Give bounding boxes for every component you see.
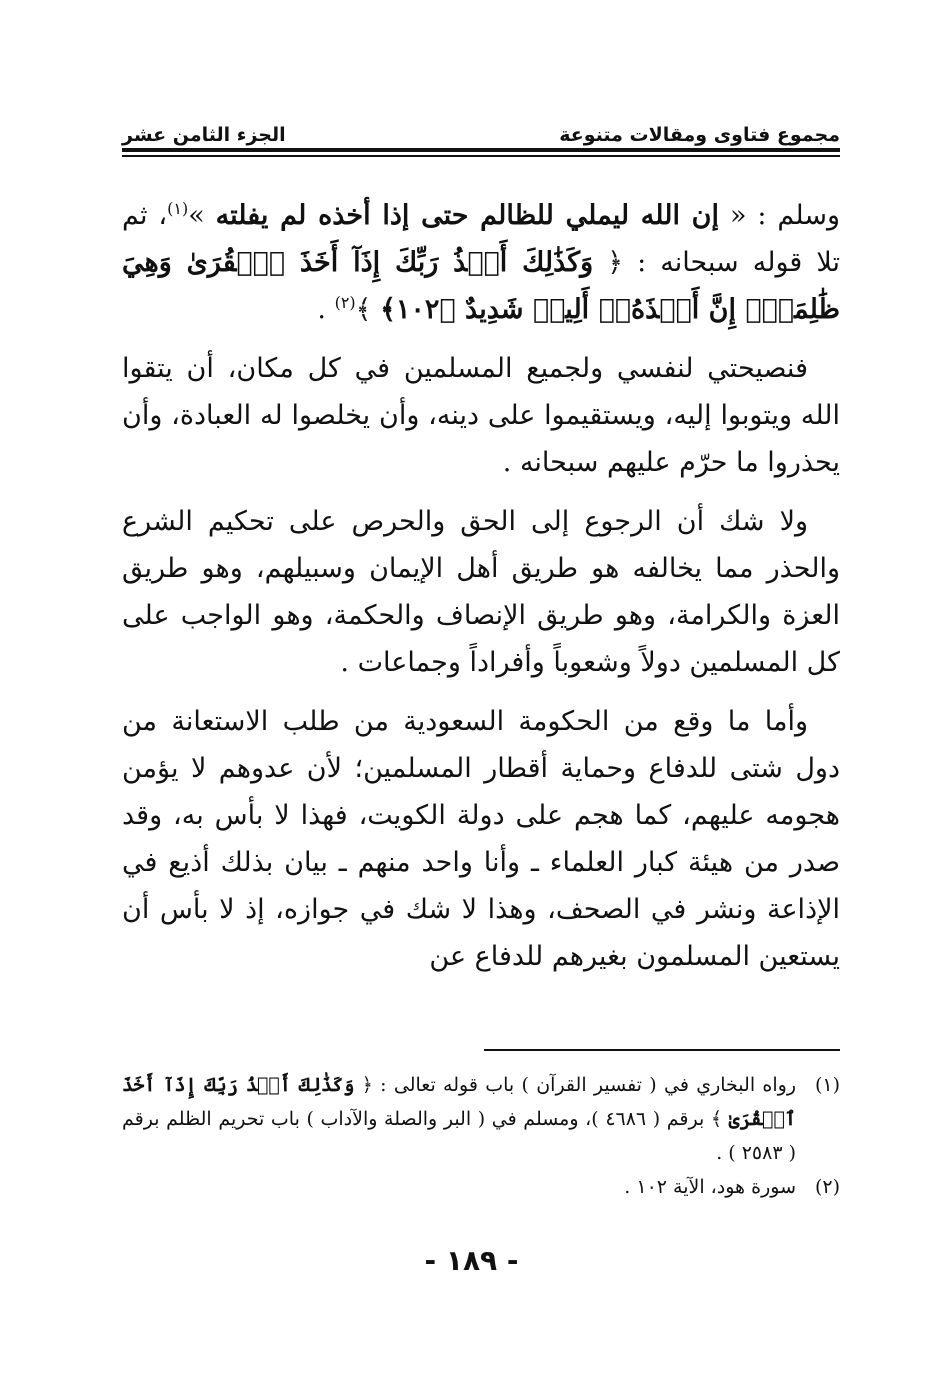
footnote-1-pre: رواه البخاري في ( تفسير القرآن ) باب قوله تعالى : ﴿ xyxy=(361,1074,796,1096)
paragraph-2: فنصيحتي لنفسي ولجميع المسلمين في كل مكان، أن يتقوا الله ويتوبوا إليه، ويستقيموا على دينه، وأن يخلصوا له العبادة، وأن يحذروا ما حرّم عليهم سبحانه . xyxy=(122,353,841,478)
hadith-quote: إن الله ليملي للظالم حتى إذا أخذه لم يفلته xyxy=(215,200,720,231)
footnotes xyxy=(122,1068,840,1204)
header-rule-thin xyxy=(122,155,840,157)
footnote-1 xyxy=(122,1068,840,1170)
p1-end: . xyxy=(317,294,335,325)
footnote-ref-1: (١) xyxy=(167,199,189,218)
footnote-number: (٢) xyxy=(814,1176,840,1198)
paragraph-4: وأما ما وقع من الحكومة السعودية من طلب الاستعانة من دول شتى للدفاع وحماية أقطار المسلمين؛ لأن عدوهم لا يؤمن هجومه عليهم، كما هجم على دولة الكويت، فهذا لا بأس به، وقد صدر من هيئة كبار العلماء ـ وأنا واحد منهم ـ بيان بذلك أذيع في الإذاعة ونشر في الصحف، وهذا لا شك في جوازه، إذ لا بأس أن يستعين المسلمون بغيرهم للدفاع عن xyxy=(122,706,840,972)
footnote-text: سورة هود، الآية ١٠٢ . xyxy=(624,1176,796,1198)
footnote-2 xyxy=(122,1170,840,1204)
hadith-close: » xyxy=(188,200,205,231)
p1-mid: ، ثم تلا قوله سبحانه : ﴿ xyxy=(122,200,840,278)
book-title: مجموع فتاوى ومقالات متنوعة xyxy=(559,124,840,146)
footnote-1-post: ﴾ برقم ( ٤٦٨٦ )، ومسلم في ( البر والصلة والآداب ) باب تحريم الظلم برقم ( ٢٥٨٣ ) . xyxy=(122,1108,796,1164)
footnote-number: (١) xyxy=(814,1074,840,1096)
footnote-1-quran: وَكَذَٰلِكَ أَخۡذُ رَبِّكَ إِذَآ أَخَذَ ٱلۡقُرَىٰ xyxy=(122,1074,796,1130)
p1-intro: وسلم : « xyxy=(729,200,840,231)
paragraph-1 xyxy=(122,192,840,333)
quran-close: ﴾ xyxy=(355,294,372,325)
paragraph-3: ولا شك أن الرجوع إلى الحق والحرص على تحكيم الشرع والحذر مما يخالفه هو طريق أهل الإيمان وسبيلهم، وهو طريق العزة والكرامة، وهو طريق الإنصاف والحكمة، وهو الواجب على كل المسلمين دولاً وشعوباً وأفراداً وجماعات . xyxy=(122,506,840,678)
running-header xyxy=(122,112,840,146)
volume-label: الجزء الثامن عشر xyxy=(122,124,286,146)
quran-verse: وَكَذَٰلِكَ أَخۡذُ رَبِّكَ إِذَآ أَخَذَ ٱلۡقُرَىٰ وَهِيَ ظَٰلِمَةٌۚ إِنَّ أَخۡذَهُۥٓ أَلِيمٞ شَدِيدٌ ﴿١٠٢﴾ xyxy=(122,247,840,325)
page-number: - ١٨٩ - xyxy=(424,1244,519,1277)
main-text xyxy=(122,192,840,992)
footnote-text xyxy=(122,1068,796,1170)
header-rule-thick xyxy=(122,148,840,152)
footnote-ref-2: (٢) xyxy=(334,293,356,312)
footnote-separator xyxy=(484,1049,840,1051)
